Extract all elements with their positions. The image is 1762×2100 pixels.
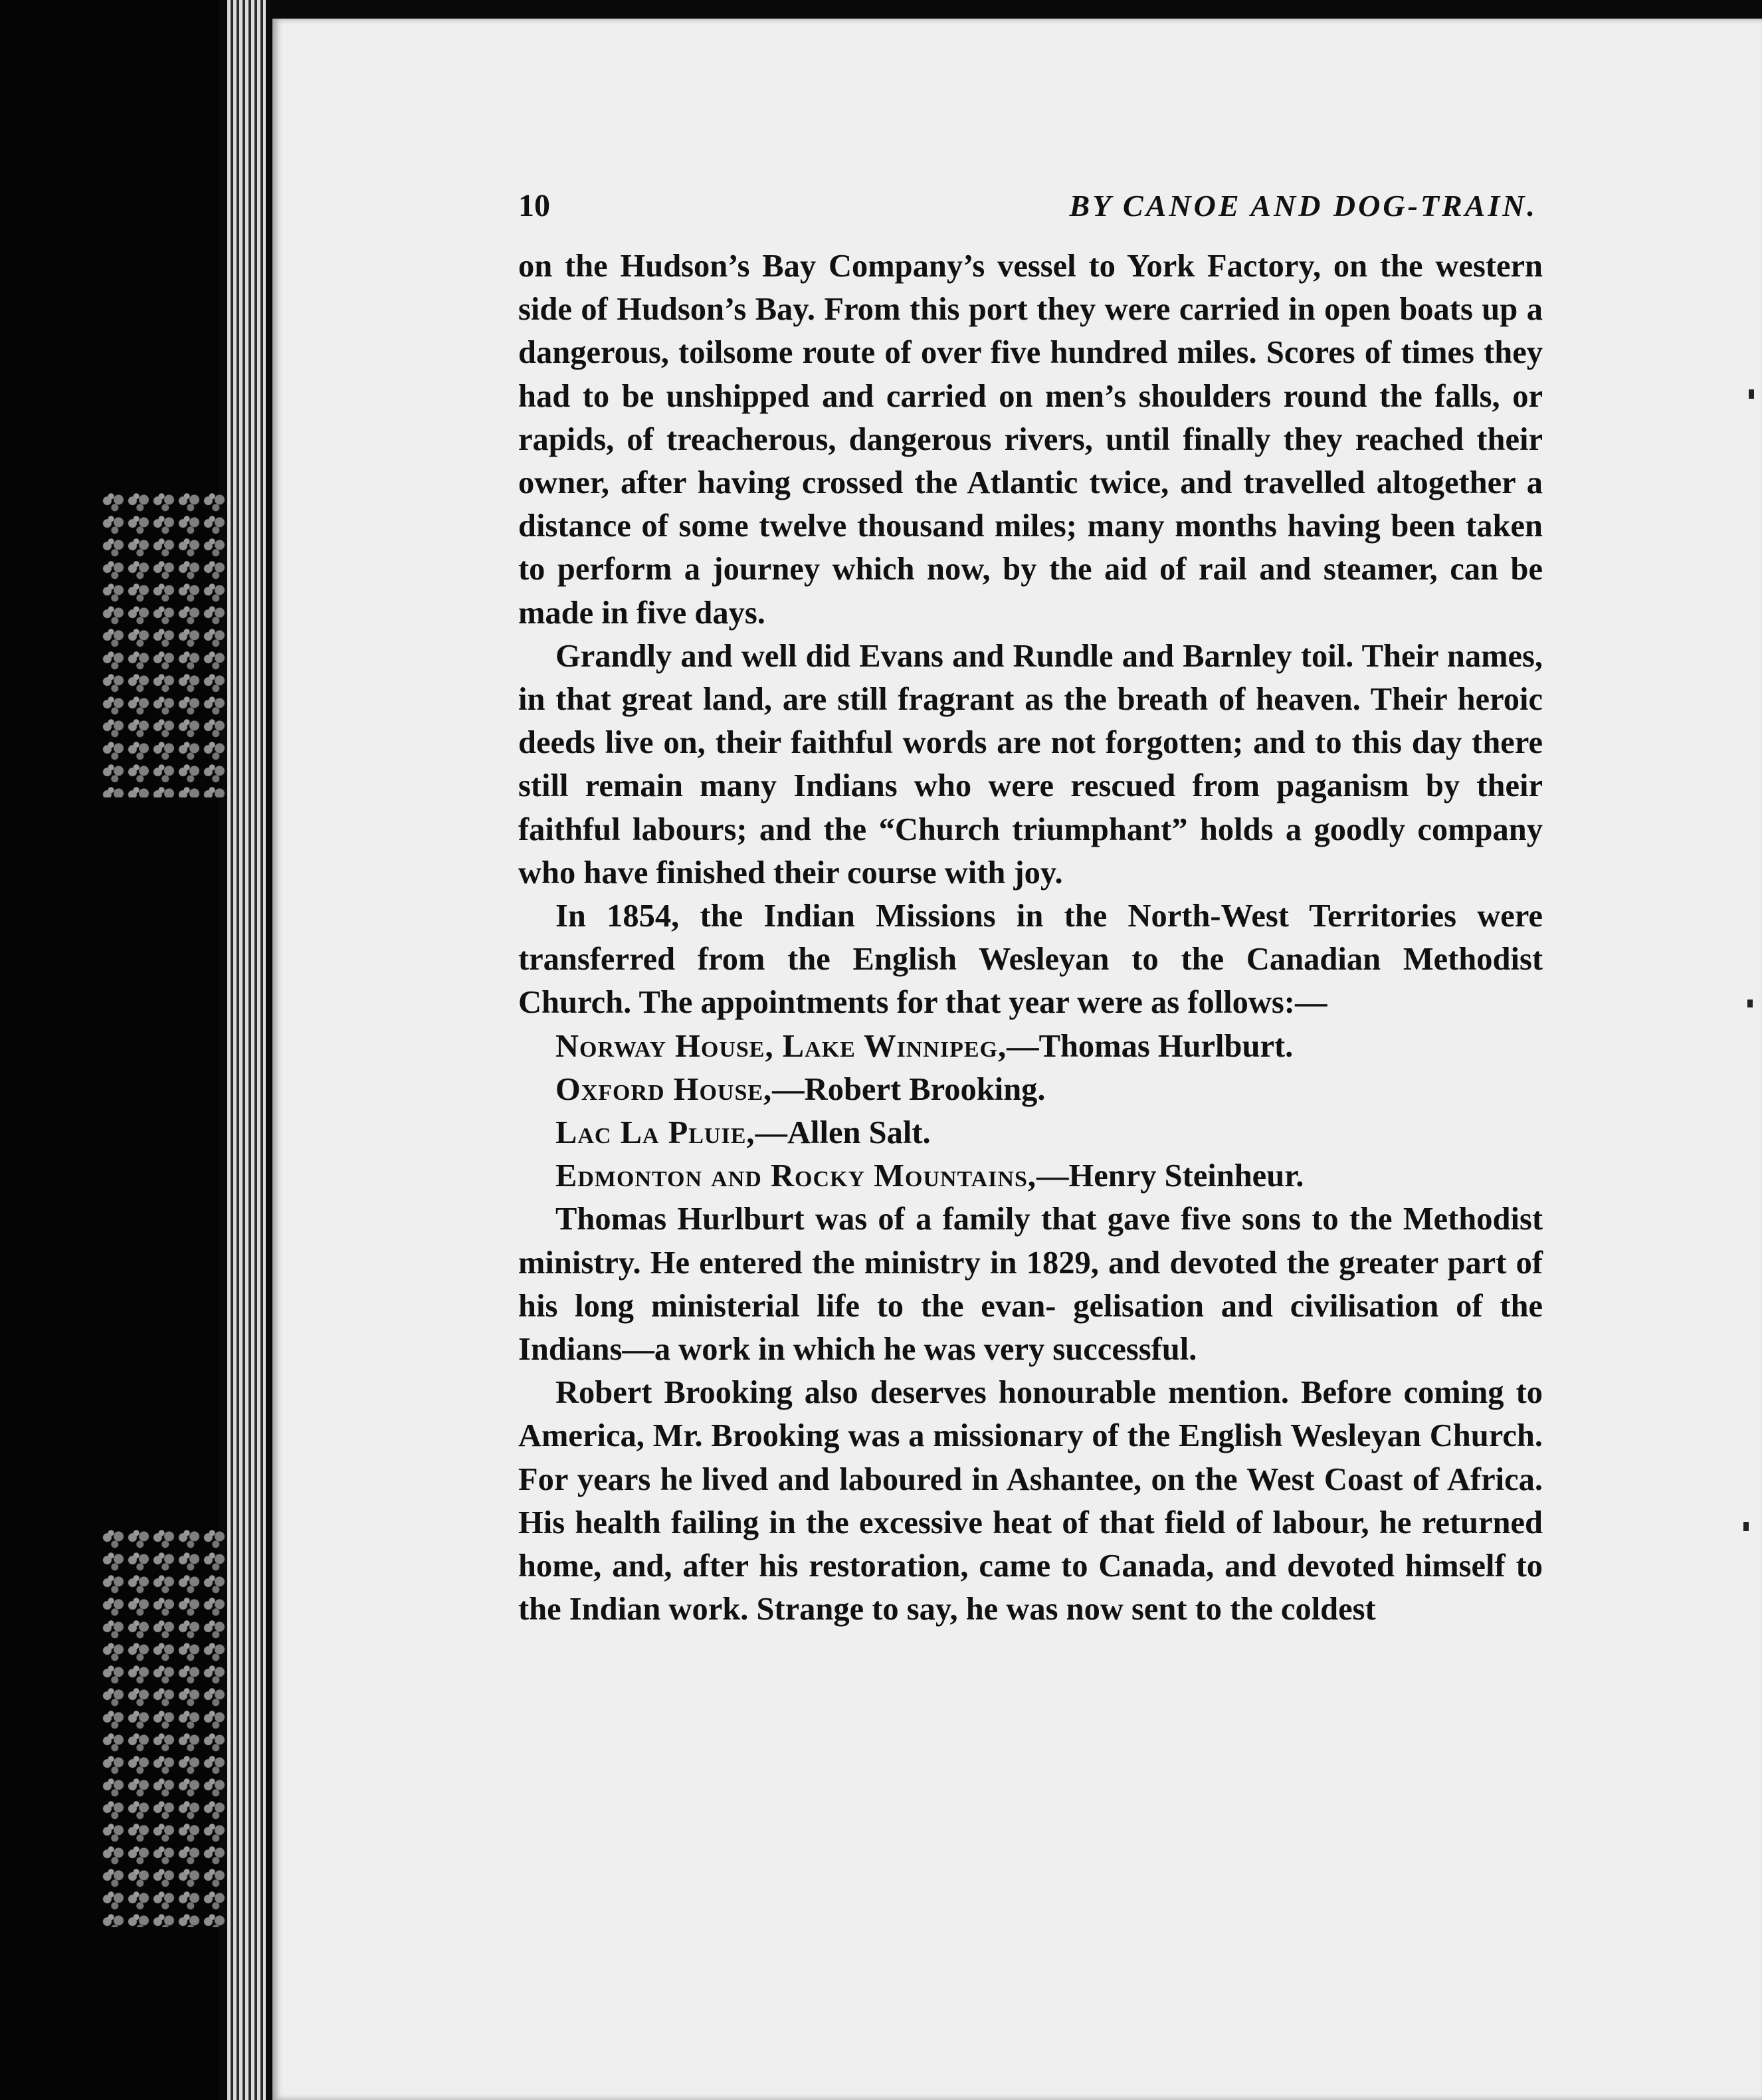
appointment-place: Lac La Pluie, bbox=[555, 1115, 755, 1151]
appointment-name: —Allen Salt. bbox=[755, 1115, 931, 1151]
paragraph: Thomas Hurlburt was of a family that gave five sons to the Methodist ministry. He entered the ministry in 1829, and devoted the greater part of his long ministerial life to the evan- gelisation and civilisation of the Indians—a work in which he was very successful. bbox=[518, 1202, 1543, 1368]
paragraph: In 1854, the Indian Missions in the North-West Territories were transferred from the English Wesleyan to the Canadian Methodist Church. The appointments for that year were as follows:— bbox=[518, 898, 1543, 1021]
paragraph: on the Hudson’s Bay Company’s vessel to York Factory, on the western side of Hudson’s Bay. From this port they were carried in open boats up a dangerous, toilsome route of over five hundred miles. Scores of times they had to be unshipped and carried on men’s shoulders round the falls, or rapids, of treacherous, dangerous rivers, until finally they reached their owner, after having crossed the Atlantic twice, and travelled altogether a distance of some twelve thousand miles; many months having been taken to perform a journey which now, by the aid of rail and steamer, can be made in five days. bbox=[518, 249, 1543, 631]
page-header bbox=[518, 187, 1543, 234]
paragraph: Grandly and well did Evans and Rundle and Barnley toil. Their names, in that great land, are still fragrant as the breath of heaven. Their heroic deeds live on, their faithful words are not forgotten; and to this day there still remain many Indians who were rescued from paganism by their faithful labours; and the “Church triumphant” holds a goodly company who have finished their course with joy. bbox=[518, 638, 1543, 891]
page-text bbox=[518, 187, 1543, 1631]
appointment-entry bbox=[518, 1068, 1543, 1111]
appointment-place: Norway House, Lake Winnipeg, bbox=[555, 1028, 1007, 1064]
speck-mark bbox=[1747, 999, 1753, 1007]
paragraph: Robert Brooking also deserves honourable mention. Before coming to America, Mr. Brooking was a missionary of the English Wesleyan Church. For years he lived and laboured in Ashantee, on the West Coast of Africa. His health failing in the excessive heat of that field of labour, he returned home, and, after his restoration, came to Canada, and devoted himself to the Indian work. Strange to say, he was now sent to the coldest bbox=[518, 1375, 1543, 1628]
book-edge-lines bbox=[227, 0, 266, 2100]
appointment-entry bbox=[518, 1111, 1543, 1154]
appointment-entry bbox=[518, 1154, 1543, 1198]
appointment-entry bbox=[518, 1025, 1543, 1068]
appointment-place: Edmonton and Rocky Mountains, bbox=[555, 1158, 1036, 1194]
speck-mark bbox=[1743, 1522, 1749, 1531]
page-number: 10 bbox=[518, 188, 550, 223]
appointment-name: —Henry Steinheur. bbox=[1036, 1158, 1304, 1194]
appointment-name: —Robert Brooking. bbox=[772, 1071, 1046, 1107]
running-title: BY CANOE AND DOG-TRAIN. bbox=[1069, 189, 1537, 223]
appointment-place: Oxford House, bbox=[555, 1071, 773, 1107]
appointments-list bbox=[518, 1025, 1543, 1198]
appointment-name: —Thomas Hurlburt. bbox=[1007, 1028, 1294, 1064]
speck-mark bbox=[1749, 389, 1754, 399]
